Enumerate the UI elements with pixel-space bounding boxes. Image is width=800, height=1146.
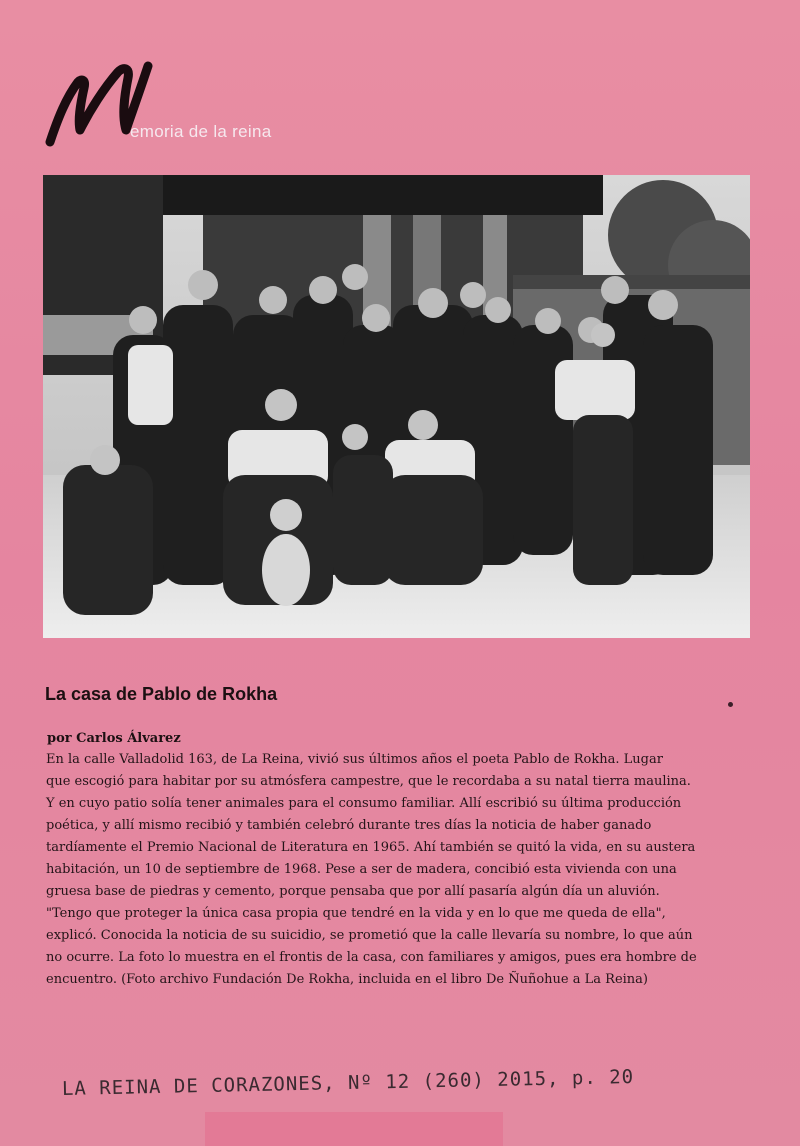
article-title: La casa de Pablo de Rokha [45,684,278,704]
masthead [44,58,364,148]
body-line: gruesa base de piedras y cemento, porque pensaba que por allí pasaría algún día un aluvión. [46,884,660,899]
handwritten-citation: LA REINA DE CORAZONES, Nº 12 (260) 2015, p. 20 [61,1066,635,1100]
ink-speck [728,702,733,707]
body-line: Y en cuyo patio solía tener animales para el consumo familiar. Allí escribió su última producción [46,796,682,811]
body-line: En la calle Valladolid 163, de La Reina, vivió sus últimos años el poeta Pablo de Rokha. Lugar [46,752,663,767]
body-line: no ocurre. La foto lo muestra en el frontis de la casa, con familiares y amigos, pues era hombre de [46,950,697,965]
body-line: que escogió para habitar por su atmósfera campestre, que le recordaba a su natal tierra maulina. [46,774,691,789]
group-photo [43,175,750,638]
body-line: tardíamente el Premio Nacional de Literatura en 1965. Ahí también se quitó la vida, en su austera [46,840,696,855]
body-line: habitación, un 10 de septiembre de 1968. Pese a ser de madera, concibió esta vivienda con una [46,862,677,877]
masthead-subtitle: emoria de la reina [130,122,272,141]
bottom-tab-strip [205,1112,503,1146]
body-line: "Tengo que proteger la única casa propia que tendré en la vida y en lo que me queda de ella", [46,906,666,921]
body-line: poética, y allí mismo recibió y también celebró durante tres días la noticia de haber ganado [46,818,652,833]
article-body [46,749,754,991]
group-photo-image [43,175,750,638]
body-line: encuentro. (Foto archivo Fundación De Rokha, incluida en el libro De Ñuñohue a La Reina) [46,972,648,987]
body-line: explicó. Conocida la noticia de su suicidio, se prometió que la calle llevaría su nombre, lo que aún [46,928,693,943]
article-byline: por Carlos Álvarez [47,731,181,746]
